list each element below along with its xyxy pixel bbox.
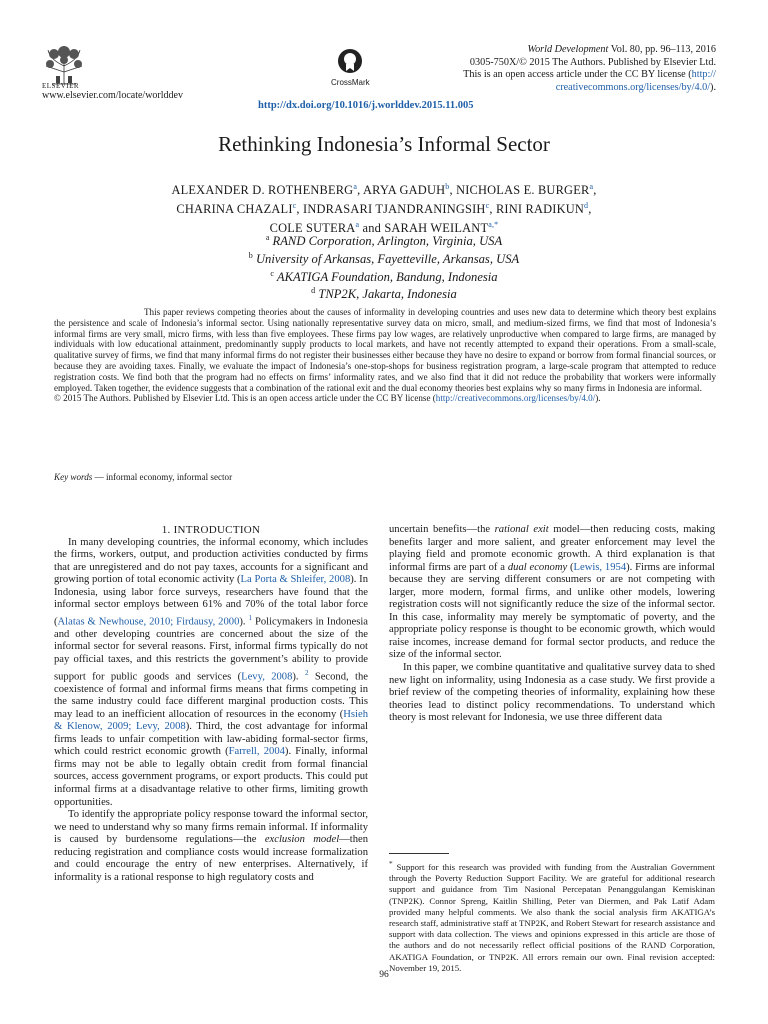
footnote-ref[interactable]: 1 [248, 613, 253, 622]
license-close: ). [710, 81, 716, 93]
keywords: Key words — informal economy, informal sector [54, 472, 233, 482]
body-column-right [389, 524, 715, 725]
publisher-url[interactable]: www.elsevier.com/locate/worlddev [42, 90, 183, 101]
footnote-divider [389, 853, 449, 854]
citation-link[interactable]: Hsieh & Klenow, 2009; Levy, 2008 [54, 708, 368, 733]
citation-link[interactable]: Levy, 2008 [241, 671, 293, 683]
affiliation: $^a$ RAND Corporation, Arlington, Virginia, USA [265, 233, 503, 249]
citation-link[interactable]: Farrell, 2004 [228, 746, 285, 758]
footnote-ref[interactable]: 2 [304, 668, 309, 677]
acknowledgement-footnote: * Support for this research was provided with funding from the Australian Government through the Poverty Reduction Support Facility. We are grateful for additional research support and guidance from Tim Nasional Percepatan Penanggulangan Kemiskinan (TNP2K). Connor Spreng, Kaitlin Shilling, Peter van Diermen, and Pak Latif Adam provided many helpful comments. We also thank the social analysis firm AKATIGA’s research staff, administrative staff at TNP2K, and Robert Stewart for research assistance and support with data collection. The views and opinions expressed in this article are those of the authors and do not necessarily reflect official positions of the RAND Corporation, AKATIGA Foundation, or TNP2K. All errors remain our own. Final revision accepted: November 19, 2015. [389, 859, 715, 973]
author-affil-sup[interactable]: a [353, 182, 358, 191]
author-affil-sup[interactable]: c [485, 201, 490, 211]
body-column-left [54, 524, 368, 884]
paragraph: In this paper, we combine quantitative and qualitative survey data to shed new light on informality, using Indonesia as a case study. We first provide a brief review of the competing theories of informality, explaining how these theories lead to distinct policy recommendations. To understand which theory is most relevant for Indonesia, we use three different data [389, 662, 715, 724]
license-link-part-1[interactable]: http:// [691, 69, 716, 80]
author-affil-sup[interactable]: a [589, 182, 594, 191]
license-link-part-2[interactable]: creativecommons.org/licenses/by/4.0/ [555, 81, 711, 93]
journal-info [386, 44, 716, 94]
publisher-name: ELSEVIER [42, 82, 80, 90]
author: ALEXANDER D. ROTHENBERG [171, 183, 354, 198]
author-affil-sup[interactable]: d [584, 201, 589, 211]
abstract-body: This paper reviews competing theories about the causes of informality in developing countries and uses new data to determine which theory best explains the persistence and scale of Indonesia’s informal sector. Using nationally representative survey data on micro, small, and medium-sized firms, we find that most of Indonesia’s informal firms are very small, micro firms, with less than five employees. These firms pay low wages, are relatively unproductive when compared to large firms, are managed by individuals with low educational attainment, predominantly supply products to local markets, and have not recently attempted to expand their operations. From a small-scale, qualitative survey of firms, we find that many informal firms do not register their businesses either because they have no desire to expand or borrow from formal financial sources, or because they are avoiding taxes. Finally, we evaluate the impact of Indonesia’s one-stop-shops for business registration program, a large-scale program that attempted to reduce registration costs. We find both that the program had no effects on firms’ informality rates, and we also find that it did not reduce the probability that workers were informally employed. Taken together, the evidence suggests that a combination of the rational exit and the dual economy theories best explains why so many firms in Indonesia are informal. [54, 307, 716, 393]
abstract-copyright: © 2015 The Authors. Published by Elsevier Ltd. This is an open access article under the CC BY license (http://creativecommons.org/licenses/by/4.0/). [54, 393, 601, 404]
author-list: ALEXANDER D. ROTHENBERG$^a$, ARYA GADUH$^b$, NICHOLAS E. BURGER$^a$, CHARINA CHAZALI$^c$, INDRASARI TJANDRANINGSIH$^c$, RINI RADIKUN$^d$, COLE SUTERA$^a$ and SARAH $WEILANT^{a,*}$ [171, 182, 597, 236]
author-and: and [359, 221, 385, 236]
paragraph: uncertain benefits—the rational exit model—then reducing costs, making benefits larger and more salient, and greater enforcement may level the playing field and promote economic growth. A third explanation is that informal firms are part of a dual economy (Lewis, 1954). Firms are informal because they are serving different consumers or are not competing with larger, more modern, formal firms, and unlike other models, lowering registration costs will not significantly reduce the size of the informal sector. In this case, informality may merely be symptomatic of poverty, and the appropriate policy response is thought to be economic growth, which would raise incomes, increase demand for formal sector products, and reduce the size of the informal sector. [389, 524, 715, 661]
journal-name: World Development [527, 44, 609, 55]
abstract [54, 307, 716, 404]
citation-link[interactable]: Alatas & Newhouse, 2010; Firdausy, 2000 [57, 616, 240, 628]
crossmark-label: CrossMark [331, 78, 370, 87]
author: ARYA GADUH [363, 183, 446, 198]
journal-citation: Vol. 80, pp. 96–113, 2016 [608, 44, 716, 55]
author: INDRASARI TJANDRANINGSIH [303, 202, 486, 217]
author: CHARINA CHAZALI [176, 202, 293, 217]
crossmark-icon[interactable] [337, 48, 363, 74]
author: SARAH WEILANT [384, 221, 489, 236]
author-affil-sup[interactable]: a [355, 220, 360, 230]
elsevier-tree-logo [42, 44, 86, 86]
author-affil-sup[interactable]: c [292, 201, 297, 211]
cc-license-link[interactable]: http://creativecommons.org/licenses/by/4.0/ [435, 393, 596, 404]
doi-link[interactable]: http://dx.doi.org/10.1016/j.worlddev.2015.11.005 [258, 100, 474, 111]
author: COLE SUTERA [269, 221, 356, 236]
affiliation: $^b$ University of Arkansas, Fayetteville, Arkansas, USA [248, 250, 520, 266]
affiliation: $^d$ TNP2K, Jakarta, Indonesia [311, 286, 457, 302]
section-heading: 1. INTRODUCTION [161, 524, 261, 536]
keywords-text: informal economy, informal sector [105, 472, 233, 482]
author: NICHOLAS E. BURGER [456, 183, 590, 198]
author-affil-sup[interactable]: a,* [488, 220, 499, 230]
keywords-label: Key words [54, 472, 93, 482]
citation-link[interactable]: Lewis, 1954 [573, 561, 627, 573]
license-line: This is an open access article under the CC BY license ( [463, 69, 692, 80]
author-affil-sup[interactable]: b [445, 182, 450, 191]
article-title: Rethinking Indonesia’s Informal Sector [218, 132, 550, 156]
page-number: 96 [379, 970, 389, 980]
issn-line: 0305-750X/© 2015 The Authors. Published by Elsevier Ltd. [469, 56, 716, 68]
affiliation: $^c$ AKATIGA Foundation, Bandung, Indonesia [270, 268, 498, 284]
affiliation-list [0, 231, 768, 302]
paragraph: To identify the appropriate policy response toward the informal sector, we need to understand why so many firms remain informal. If informality is caused by burdensome regulations—the exclusion model—then reducing registration and compliance costs would increase formalization and could encourage the entry of new enterprises. Alternatively, if informality is a rational response to high regulatory costs and [54, 809, 368, 883]
citation-link[interactable]: La Porta & Shleifer, 2008 [240, 574, 351, 586]
author: RINI RADIKUN [495, 202, 585, 217]
paragraph: In many developing countries, the informal economy, which includes the firms, workers, output, and production activities conducted by firms that are unregistered and do not pay taxes, accounts for a significant and growing portion of total economic activity (La Porta & Shleifer, 2008). In Indonesia, using labor force surveys, researchers have found that the informal sector employs between 61% and 70% of the total labor force (Alatas & Newhouse, 2010; Firdausy, 2000). $^1$ Policymakers in Indonesia and other developing countries are concerned about the size of the informal sector for several reasons. First, informal firms typically do not pay official taxes, and this restricts the government’s ability to provide support for public goods and services (Levy, 2008). $^2$ Second, the coexistence of formal and informal firms means that firms competing in the same industry could face different marginal production costs. This may lead to an inefficient allocation of resources in the economy (Hsieh & Klenow, 2009; Levy, 2008). Third, the cost advantage for informal firms leads to unfair competition with law-abiding formal-sector firms, which could restrict economic growth (Farrell, 2004). Finally, informal firms may not be able to legally obtain credit from formal financial sources, access government programs, or export products. This could put informal firms at a disadvantage relative to other firms, limiting growth opportunities. [54, 536, 368, 808]
